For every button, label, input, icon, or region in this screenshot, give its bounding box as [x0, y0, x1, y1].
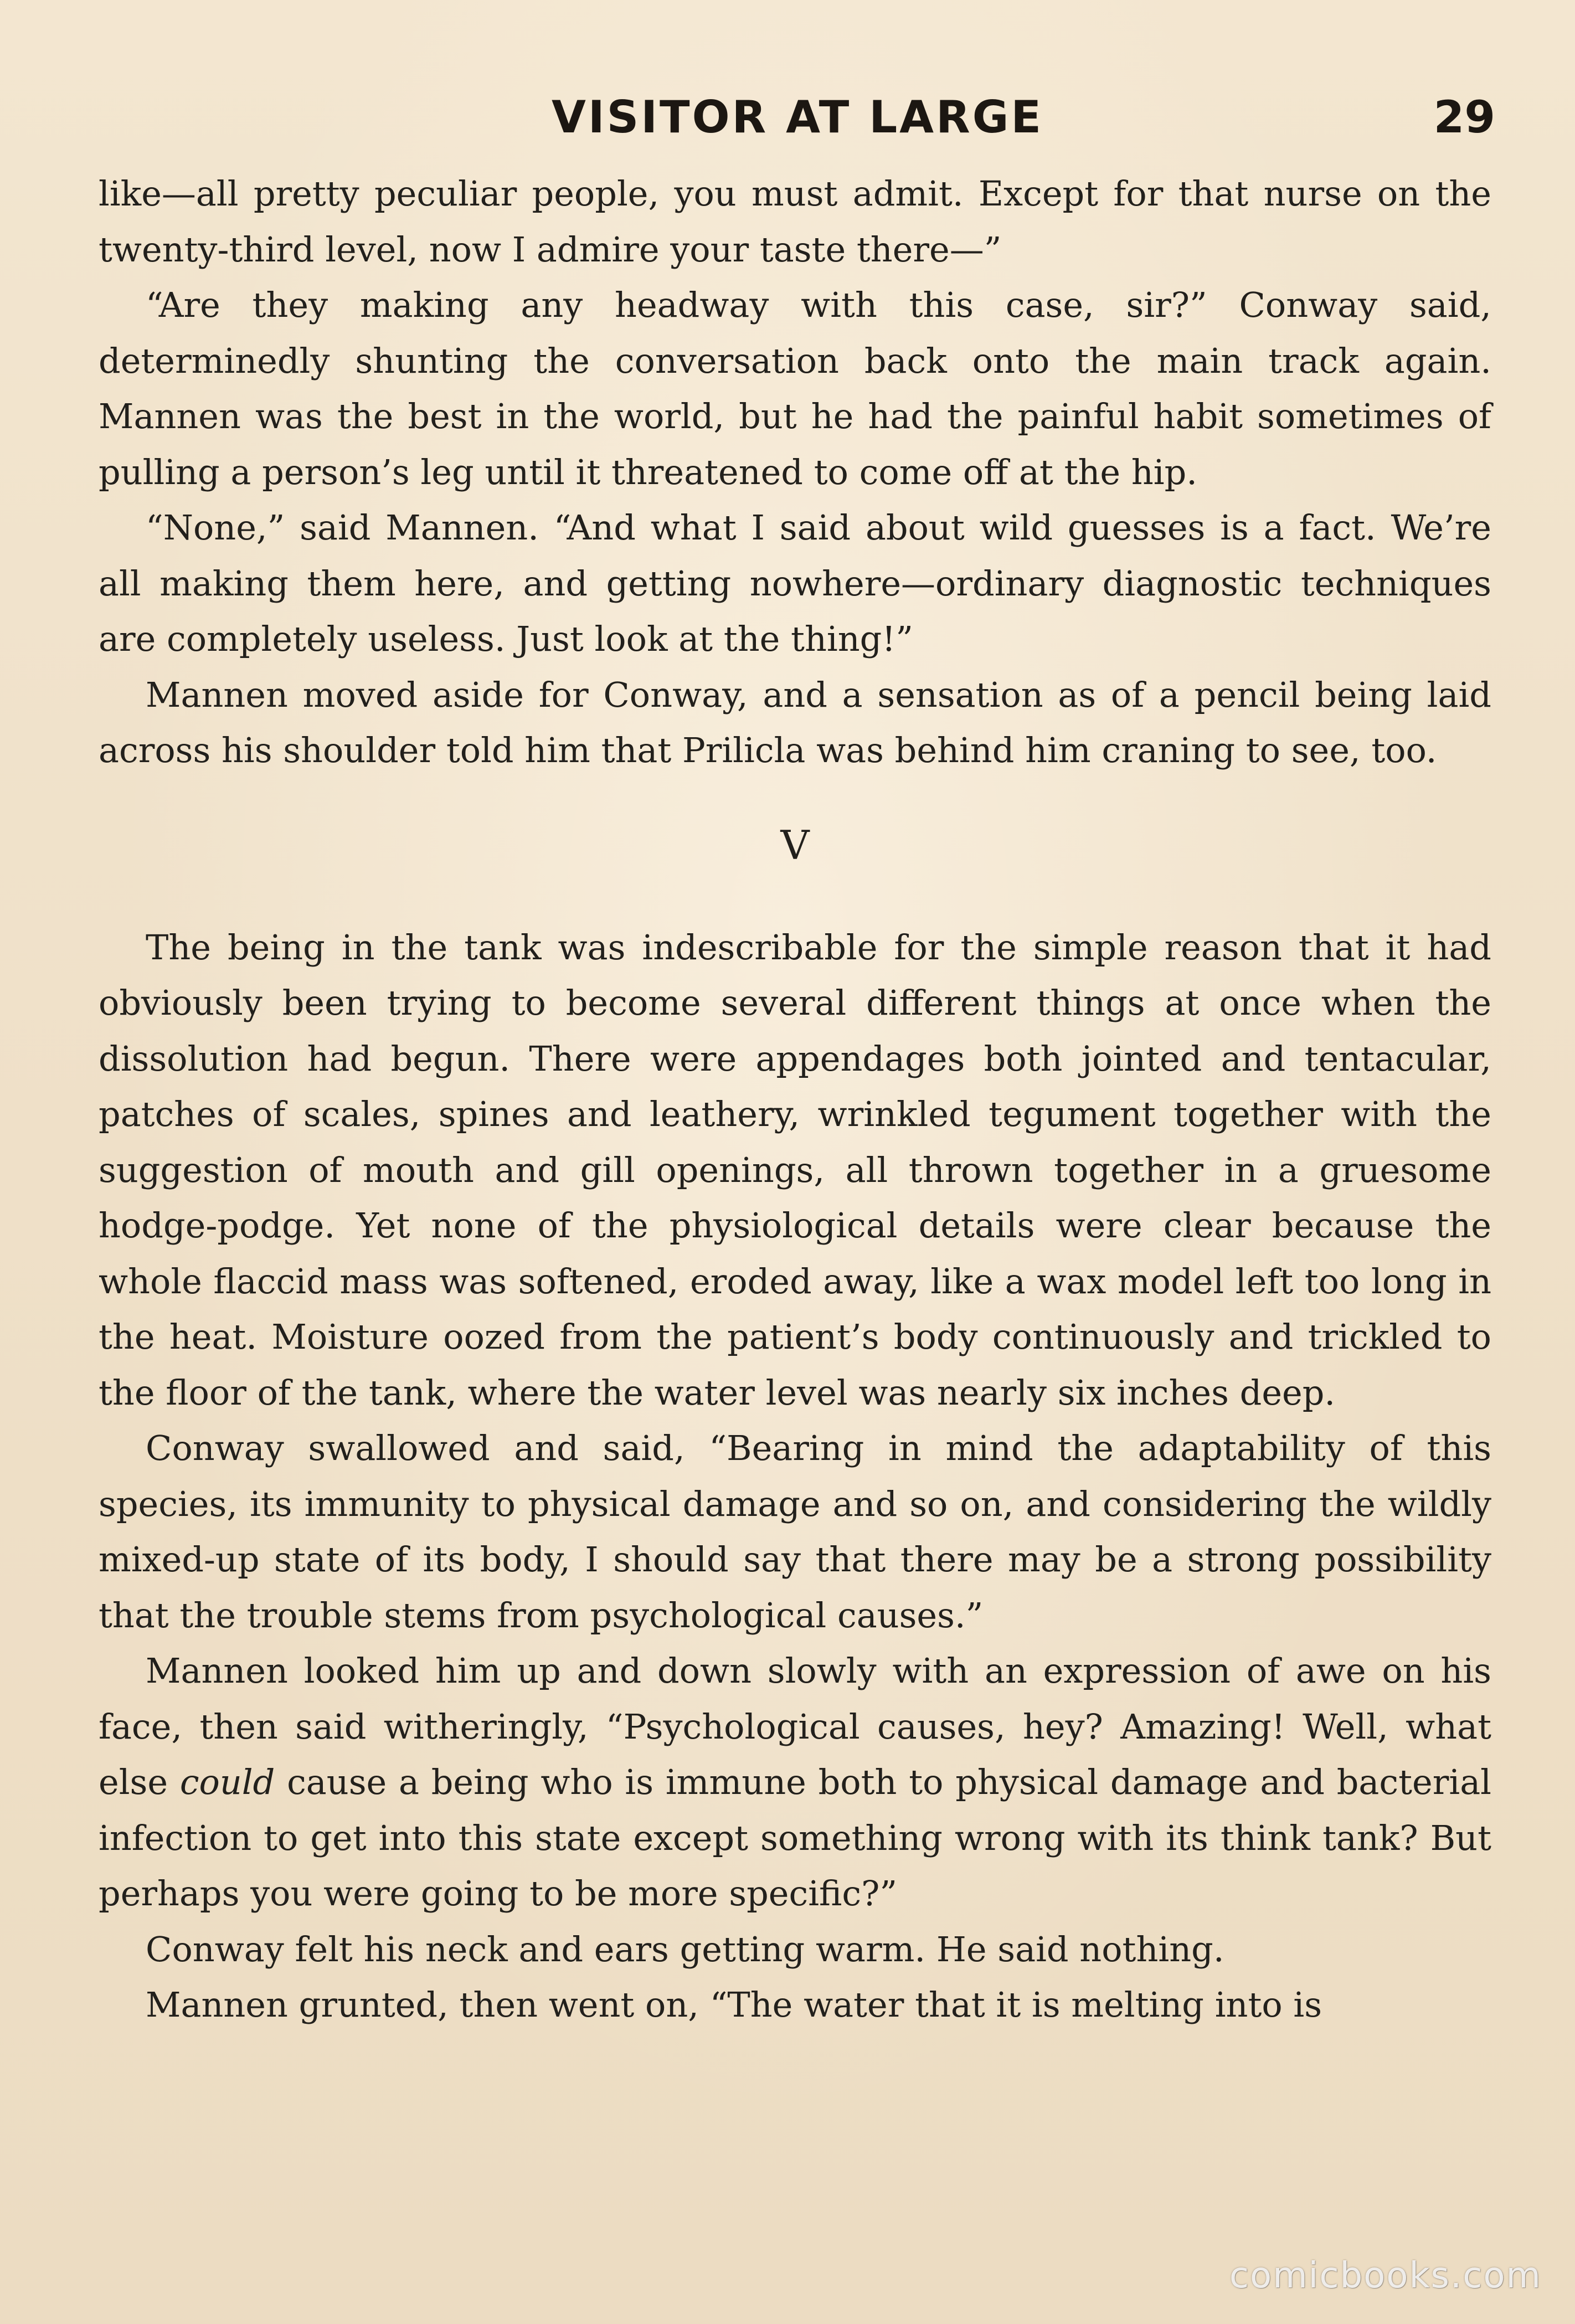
paragraph: “Are they making any headway with this case, sir?” Conway said, determinedly shunting the conversation back onto the main track again. Mannen was the best in the world, but he had the painful habit sometimes of pulling a person’s leg until it threatened to come off at the hip.	[99, 285, 1491, 492]
page-header	[100, 91, 1495, 152]
paragraph: Conway swallowed and said, “Bearing in mind the adaptability of this species, its immunity to physical damage and so on, and considering the wildly mixed-up state of its body, I should say that there may be a strong possibility that the trouble stems from psychological causes.”	[99, 1428, 1491, 1636]
watermark: comicbooks.com	[1229, 2255, 1542, 2296]
paragraph-continuation: like—all pretty peculiar people, you must admit. Except for that nurse on the twenty-third level, now I admire your taste there—”	[99, 173, 1491, 270]
body-text	[99, 166, 1491, 2033]
paragraph: Mannen grunted, then went on, “The water that it is melting into is	[146, 1984, 1322, 2025]
chapter-heading: V	[780, 821, 810, 868]
text-run: Mannen looked him up and down slowly with an expression of awe on his face, then said witheringly, “Psychological causes, hey? Amazing! Well, what else	[99, 1651, 1491, 1802]
running-title: VISITOR AT LARGE	[551, 91, 1044, 143]
paragraph: The being in the tank was indescribable for the simple reason that it had obviously been trying to become several different things at once when the dissolution had begun. There were appendages both jointed and tentacular, patches of scales, spines and leathery, wrinkled tegument together with the suggestion of mouth and gill openings, all thrown together in a gruesome hodge-podge. Yet none of the physiological details were clear because the whole flaccid mass was softened, eroded away, like a wax model left too long in the heat. Moisture oozed from the patient’s body continuously and trickled to the floor of the tank, where the water level was nearly six inches deep.	[99, 927, 1491, 1413]
page-number: 29	[1433, 91, 1495, 143]
emphasis-text: could	[179, 1762, 275, 1802]
paragraph: Mannen moved aside for Conway, and a sensation as of a pencil being laid across his shoulder told him that Prilicla was behind him craning to see, too.	[99, 674, 1491, 770]
paragraph	[99, 1643, 1491, 1922]
paragraph: “None,” said Mannen. “And what I said about wild guesses is a fact. We’re all making them here, and getting nowhere—ordinary diagnostic techniques are completely useless. Just look at the thing!”	[99, 507, 1491, 659]
text-run: cause a being who is immune both to physical damage and bacterial infection to get into this state except something wrong with its think tank? But perhaps you were going to be more specific?”	[99, 1762, 1491, 1914]
paragraph: Conway felt his neck and ears getting warm. He said nothing.	[146, 1929, 1224, 1970]
